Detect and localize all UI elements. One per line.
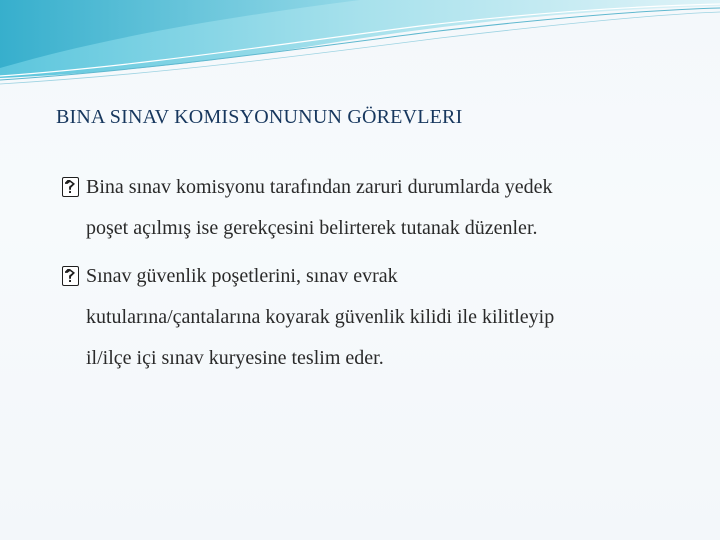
bullet-item xyxy=(62,167,702,249)
missing-glyph-bullet-icon xyxy=(62,266,79,286)
bullet-line: kutularına/çantalarına koyarak güvenlik kilidi ile kilitleyip xyxy=(86,306,555,328)
bullet-line: il/ilçe içi sınav kuryesine teslim eder. xyxy=(86,347,384,369)
bullet-list xyxy=(62,167,702,386)
bullet-line: Bina sınav komisyonu tarafından zaruri durumlarda yedek xyxy=(86,176,553,198)
missing-glyph-bullet-icon xyxy=(62,177,79,197)
bullet-item xyxy=(62,256,702,379)
header-wave-decoration xyxy=(0,0,720,90)
bullet-line: Sınav güvenlik poşetlerini, sınav evrak xyxy=(86,265,398,287)
slide-title: BINA SINAV KOMISYONUNUN GÖREVLERI xyxy=(56,106,463,128)
bullet-line: poşet açılmış ise gerekçesini belirterek tutanak düzenler. xyxy=(86,217,538,239)
